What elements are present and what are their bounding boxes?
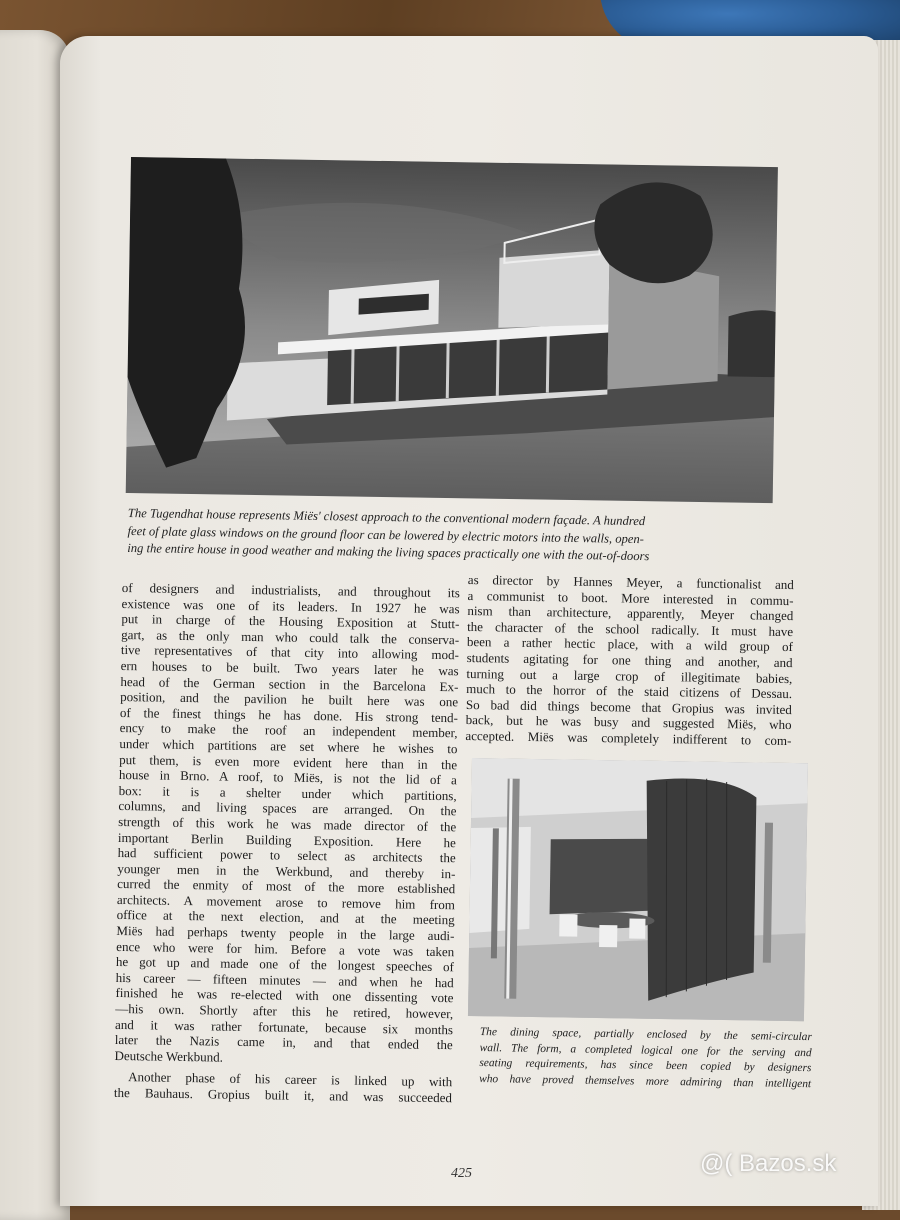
text-line: finished he was re-elected with one dissenting vote bbox=[115, 985, 454, 1006]
text-line: important Berlin Building Exposition. Here he bbox=[117, 829, 457, 850]
text-line: —his own. Shortly after this he retired, however, bbox=[115, 1000, 454, 1022]
text-line: box: it is a shelter under which partitions, bbox=[118, 782, 457, 804]
text-line: later the Nazis came in, and that ended the bbox=[114, 1032, 453, 1053]
text-line: a communist to boot. More interested in commu- bbox=[467, 587, 794, 608]
text-line: columns, and living spaces are arranged. On the bbox=[118, 798, 457, 819]
photo-tugendhat-house bbox=[126, 157, 778, 503]
caption-line: The Tugendhat house represents Miës' closest approach to the conventional modern façade. A hundred bbox=[127, 505, 646, 529]
text-line: Miës had perhaps twenty people in the large audi- bbox=[116, 923, 455, 944]
text-line: house in Brno. A roof, to Miës, is not the lid of a bbox=[118, 767, 458, 788]
text-line: of designers and industrialists, and throughout its bbox=[121, 580, 460, 601]
text-line: students agitating for one thing and another, and bbox=[466, 649, 793, 671]
top-photo-caption bbox=[127, 505, 788, 568]
text-line: of the finest things he has done. His strong tend- bbox=[119, 704, 458, 726]
text-line: turning out a large crop of illegitimate babies, bbox=[466, 665, 793, 686]
bottom-photo-caption bbox=[479, 1025, 812, 1092]
text-line: office at the next election, and at the meeting bbox=[116, 907, 455, 928]
caption-line: ing the entire house in good weather and making the living spaces practically one with the out-of-doors bbox=[127, 540, 650, 564]
text-line: nism than architecture, apparently, Meyer changed bbox=[467, 603, 794, 624]
text-line: ence who were for him. Before a vote was taken bbox=[116, 938, 455, 959]
text-line: Another phase of his career is linked up with bbox=[128, 1069, 453, 1090]
text-line: tive representatives of that city into allowing mod- bbox=[120, 642, 459, 663]
paragraph bbox=[114, 580, 460, 1069]
caption-line: wall. The form, a completed logical one for the serving and bbox=[479, 1041, 812, 1059]
text-line: put them, is even more evident here than in the bbox=[119, 751, 458, 772]
page-number: 425 bbox=[451, 1166, 472, 1181]
caption-line: The dining space, partially enclosed by the semi-circular bbox=[479, 1025, 812, 1044]
text-line: put in charge of the Housing Exposition at Stutt- bbox=[121, 611, 460, 632]
text-line: ency to make the roof an independent member, bbox=[119, 720, 458, 741]
text-line: the Bauhaus. Gropius built it, and was succeeded bbox=[113, 1084, 453, 1106]
text-line: existence was one of its leaders. In 1927 he was bbox=[121, 595, 460, 616]
caption-line: feet of plate glass windows on the ground floor can be lowered by electric motors into the walls, open- bbox=[127, 523, 645, 546]
text-line: So bad did things become that Gropius was invited bbox=[465, 696, 793, 717]
right-text-column bbox=[465, 572, 794, 749]
text-line: ern houses to be built. Two years later he was bbox=[120, 657, 459, 679]
photo-dining-space bbox=[468, 758, 808, 1021]
watermark-logo: @( Bazos.sk bbox=[700, 1150, 837, 1177]
text-line: his career — fifteen minutes — and when he had bbox=[115, 969, 454, 991]
text-line: as director by Hannes Meyer, a functionalist and bbox=[467, 572, 794, 593]
text-line: much to the horror of the staid citizens of Dessau. bbox=[466, 681, 793, 702]
text-line: back, but he was busy and suggested Miës, who bbox=[465, 712, 792, 733]
text-line: head of the German section in the Barcelona Ex- bbox=[120, 673, 459, 694]
text-line: he got up and made one of the longest speeches of bbox=[115, 954, 455, 975]
text-line: accepted. Miës was completely indifferent to com- bbox=[465, 727, 792, 749]
caption-line: who have proved themselves more admiring than intelligent bbox=[479, 1072, 812, 1090]
text-line: younger men in the Werkbund, and thereby in- bbox=[117, 860, 456, 881]
text-line: architects. A movement arose to remove him from bbox=[116, 891, 456, 913]
text-line: under which partitions are set where he wishes to bbox=[119, 735, 458, 757]
text-line: and it was rather fortunate, because six months bbox=[114, 1016, 454, 1037]
caption-line: seating requirements, has since been copied by designers bbox=[479, 1056, 812, 1075]
text-line: position, and the pavilion he built here was one bbox=[120, 689, 459, 710]
text-line: curred the enmity of most of the more established bbox=[117, 876, 456, 897]
text-line: had sufficient power to select as architects the bbox=[117, 845, 456, 866]
paragraph bbox=[114, 1069, 452, 1105]
text-line: strength of this work he was made director of the bbox=[118, 813, 457, 835]
text-line: Deutsche Werkbund. bbox=[114, 1047, 224, 1065]
left-text-column bbox=[114, 580, 460, 1112]
text-line: the character of the school radically. It must have bbox=[467, 618, 794, 639]
text-line: been a rather hectic place, with a wild group of bbox=[466, 634, 793, 655]
text-line: gart, as the only man who could talk the conserva- bbox=[121, 626, 460, 648]
